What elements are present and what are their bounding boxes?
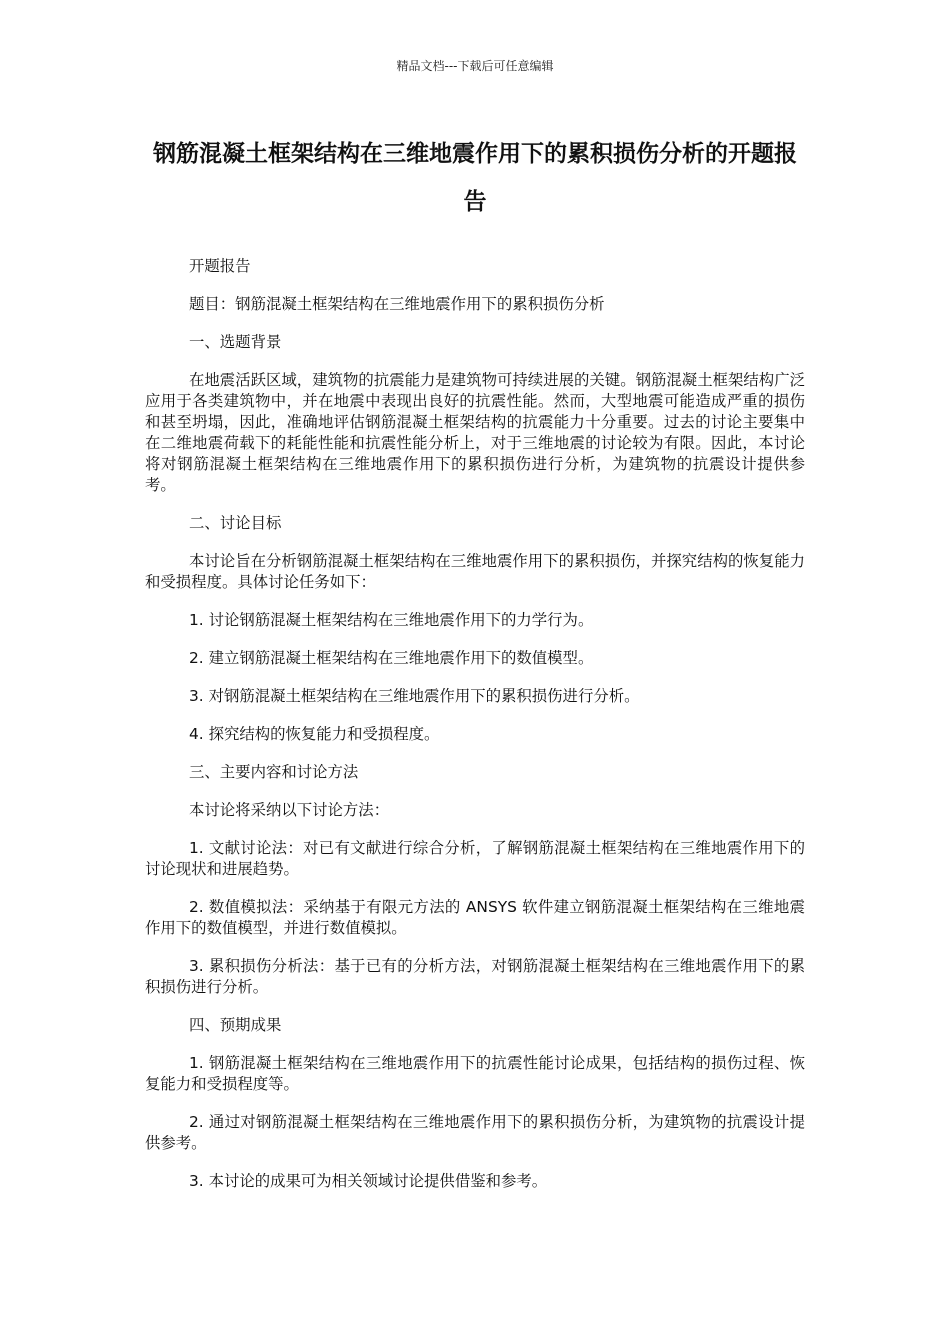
goal-item: 4. 探究结构的恢复能力和受损程度。 xyxy=(189,725,440,743)
method-item: 2. 数值模拟法：采纳基于有限元方法的 ANSYS 软件建立钢筋混凝土框架结构在三维地震作用下的数值模型，并进行数值模拟。 xyxy=(145,898,805,937)
method-item: 1. 文献讨论法：对已有文献进行综合分析，了解钢筋混凝土框架结构在三维地震作用下的讨论现状和进展趋势。 xyxy=(145,839,805,878)
method-item: 3. 累积损伤分析法：基于已有的分析方法，对钢筋混凝土框架结构在三维地震作用下的累积损伤进行分析。 xyxy=(145,957,805,996)
document-title: 钢筋混凝土框架结构在三维地震作用下的累积损伤分析的开题报告 xyxy=(153,141,797,215)
topic-line: 题目：钢筋混凝土框架结构在三维地震作用下的累积损伤分析 xyxy=(189,295,605,313)
section-label: 开题报告 xyxy=(189,257,251,275)
goal-item: 3. 对钢筋混凝土框架结构在三维地震作用下的累积损伤进行分析。 xyxy=(189,687,640,705)
methods-intro: 本讨论将采纳以下讨论方法： xyxy=(189,801,390,819)
goal-item: 1. 讨论钢筋混凝土框架结构在三维地震作用下的力学行为。 xyxy=(189,611,594,629)
background-paragraph: 在地震活跃区域，建筑物的抗震能力是建筑物可持续进展的关键。钢筋混凝土框架结构广泛应用于各类建筑物中，并在地震中表现出良好的抗震性能。然而，大型地震可能造成严重的损伤和甚至坍塌，因此，准确地评估钢筋混凝土框架结构的抗震能力十分重要。过去的讨论主要集中在二维地震荷载下的耗能性能和抗震性能分析上，对于三维地震的讨论较为有限。因此，本讨论将对钢筋混凝土框架结构在三维地震作用下的累积损伤进行分析，为建筑物的抗震设计提供参考。 xyxy=(145,371,805,494)
section-heading-background: 一、选题背景 xyxy=(189,333,282,351)
section-heading-methods: 三、主要内容和讨论方法 xyxy=(189,763,359,781)
outcome-item: 1. 钢筋混凝土框架结构在三维地震作用下的抗震性能讨论成果，包括结构的损伤过程、恢复能力和受损程度等。 xyxy=(145,1054,805,1093)
outcome-item: 3. 本讨论的成果可为相关领域讨论提供借鉴和参考。 xyxy=(189,1172,548,1190)
goal-item: 2. 建立钢筋混凝土框架结构在三维地震作用下的数值模型。 xyxy=(189,649,594,667)
section-heading-outcomes: 四、预期成果 xyxy=(189,1016,282,1034)
goals-paragraph: 本讨论旨在分析钢筋混凝土框架结构在三维地震作用下的累积损伤，并探究结构的恢复能力和受损程度。具体讨论任务如下： xyxy=(145,552,805,591)
document-body xyxy=(145,256,805,1209)
outcome-item: 2. 通过对钢筋混凝土框架结构在三维地震作用下的累积损伤分析，为建筑物的抗震设计提供参考。 xyxy=(145,1113,805,1152)
section-heading-goals: 二、讨论目标 xyxy=(189,514,282,532)
page-header: 精品文档---下载后可任意编辑 xyxy=(396,59,554,73)
